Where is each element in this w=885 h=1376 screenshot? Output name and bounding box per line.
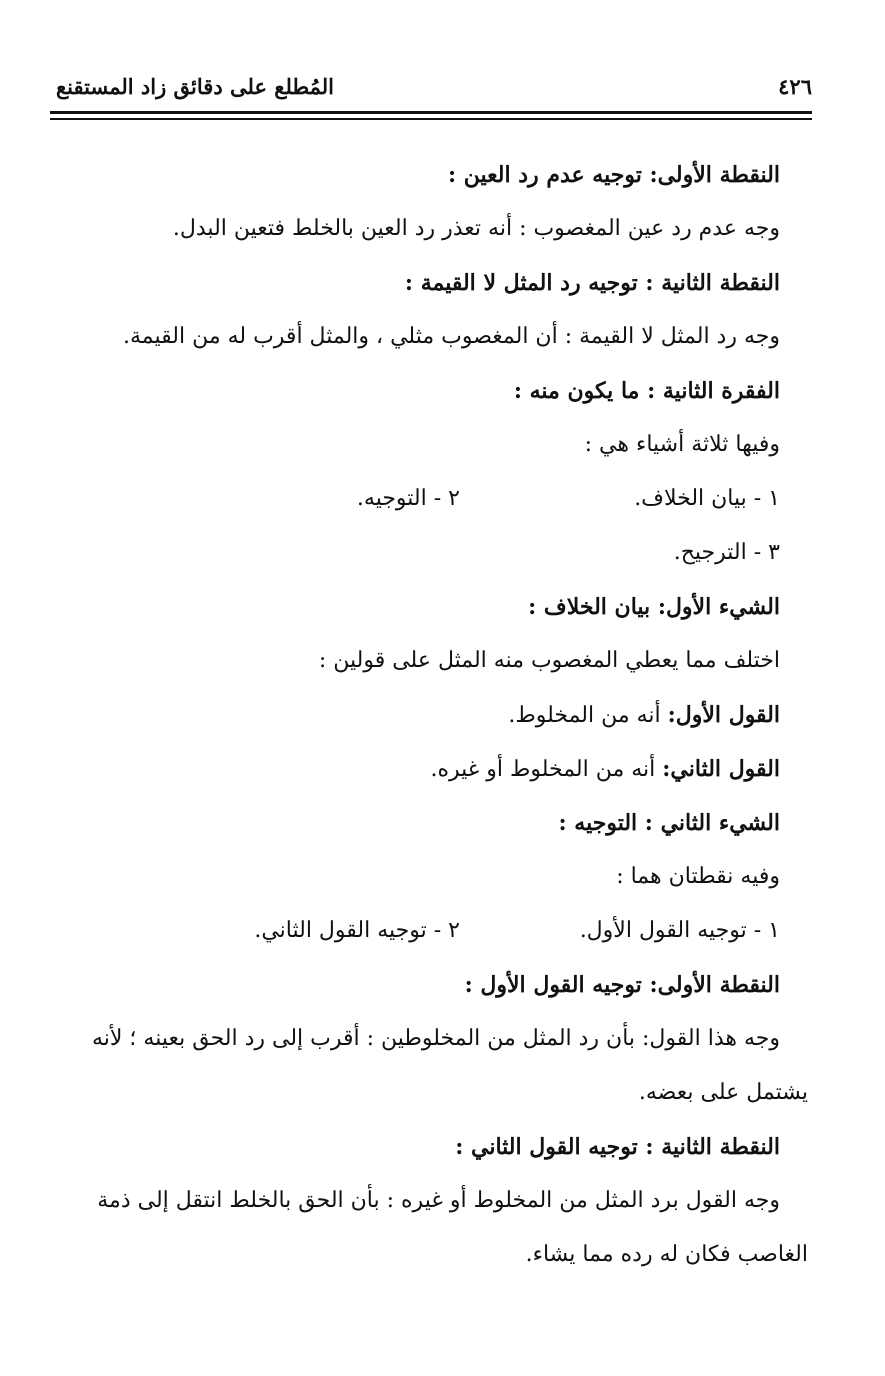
heading-point-first-opinion: النقطة الأولى: توجيه القول الأول : (464, 972, 780, 998)
heading-section-2: الفقرة الثانية : ما يكون منه : (513, 378, 780, 404)
opinion-1-text: أنه من المخلوط. (508, 703, 661, 728)
heading-thing-1: الشيء الأول: بيان الخلاف : (528, 594, 780, 620)
opinion-1 (52, 688, 780, 742)
list-1-row-1 (52, 472, 780, 526)
list-2-row-1 (52, 904, 780, 958)
paragraph-1: وجه عدم رد عين المغصوب : أنه تعذر رد العين بالخلط فتعين البدل. (172, 216, 780, 241)
heading-point-second-opinion: النقطة الثانية : توجيه القول الثاني : (455, 1134, 780, 1160)
header-rule-thin (50, 118, 812, 120)
paragraph-5: وفيه نقطتان هما : (616, 864, 780, 889)
opinion-2 (52, 742, 780, 796)
opinion-1-label: القول الأول: (667, 702, 780, 728)
header-rule-thick (50, 111, 812, 114)
list-item: ١ - بيان الخلاف. (634, 486, 780, 511)
paragraph-6-line-1: وجه هذا القول: بأن رد المثل من المخلوطين : أقرب إلى رد الحق بعينه ؛ لأنه (91, 1026, 780, 1051)
paragraph-4: اختلف مما يعطي المغصوب منه المثل على قولين : (318, 648, 780, 673)
paragraph-7-line-1: وجه القول برد المثل من المخلوط أو غيره : بأن الحق بالخلط انتقل إلى ذمة (97, 1188, 780, 1213)
opinion-2-label: القول الثاني: (662, 756, 780, 782)
heading-point-1: النقطة الأولى: توجيه عدم رد العين : (448, 162, 780, 188)
paragraph-7-line-2: الغاصب فكان له رده مما يشاء. (525, 1242, 808, 1267)
heading-thing-2: الشيء الثاني : التوجيه : (558, 810, 780, 836)
paragraph-3: وفيها ثلاثة أشياء هي : (584, 432, 780, 457)
page-header (56, 74, 812, 108)
page-number: ٤٢٦ (778, 74, 812, 99)
page-body (52, 148, 808, 1282)
list-item: ٣ - الترجيح. (673, 540, 780, 565)
heading-point-2: النقطة الثانية : توجيه رد المثل لا القيمة : (404, 270, 780, 296)
list-item: ٢ - توجيه القول الثاني. (254, 918, 460, 943)
list-item: ٢ - التوجيه. (356, 486, 460, 511)
opinion-2-text: أنه من المخلوط أو غيره. (430, 757, 656, 782)
paragraph-6-line-2: يشتمل على بعضه. (638, 1080, 808, 1105)
list-item: ١ - توجيه القول الأول. (579, 918, 780, 943)
paragraph-2: وجه رد المثل لا القيمة : أن المغصوب مثلي ، والمثل أقرب له من القيمة. (122, 324, 780, 349)
book-title: المُطلع على دقائق زاد المستقنع (56, 74, 335, 99)
